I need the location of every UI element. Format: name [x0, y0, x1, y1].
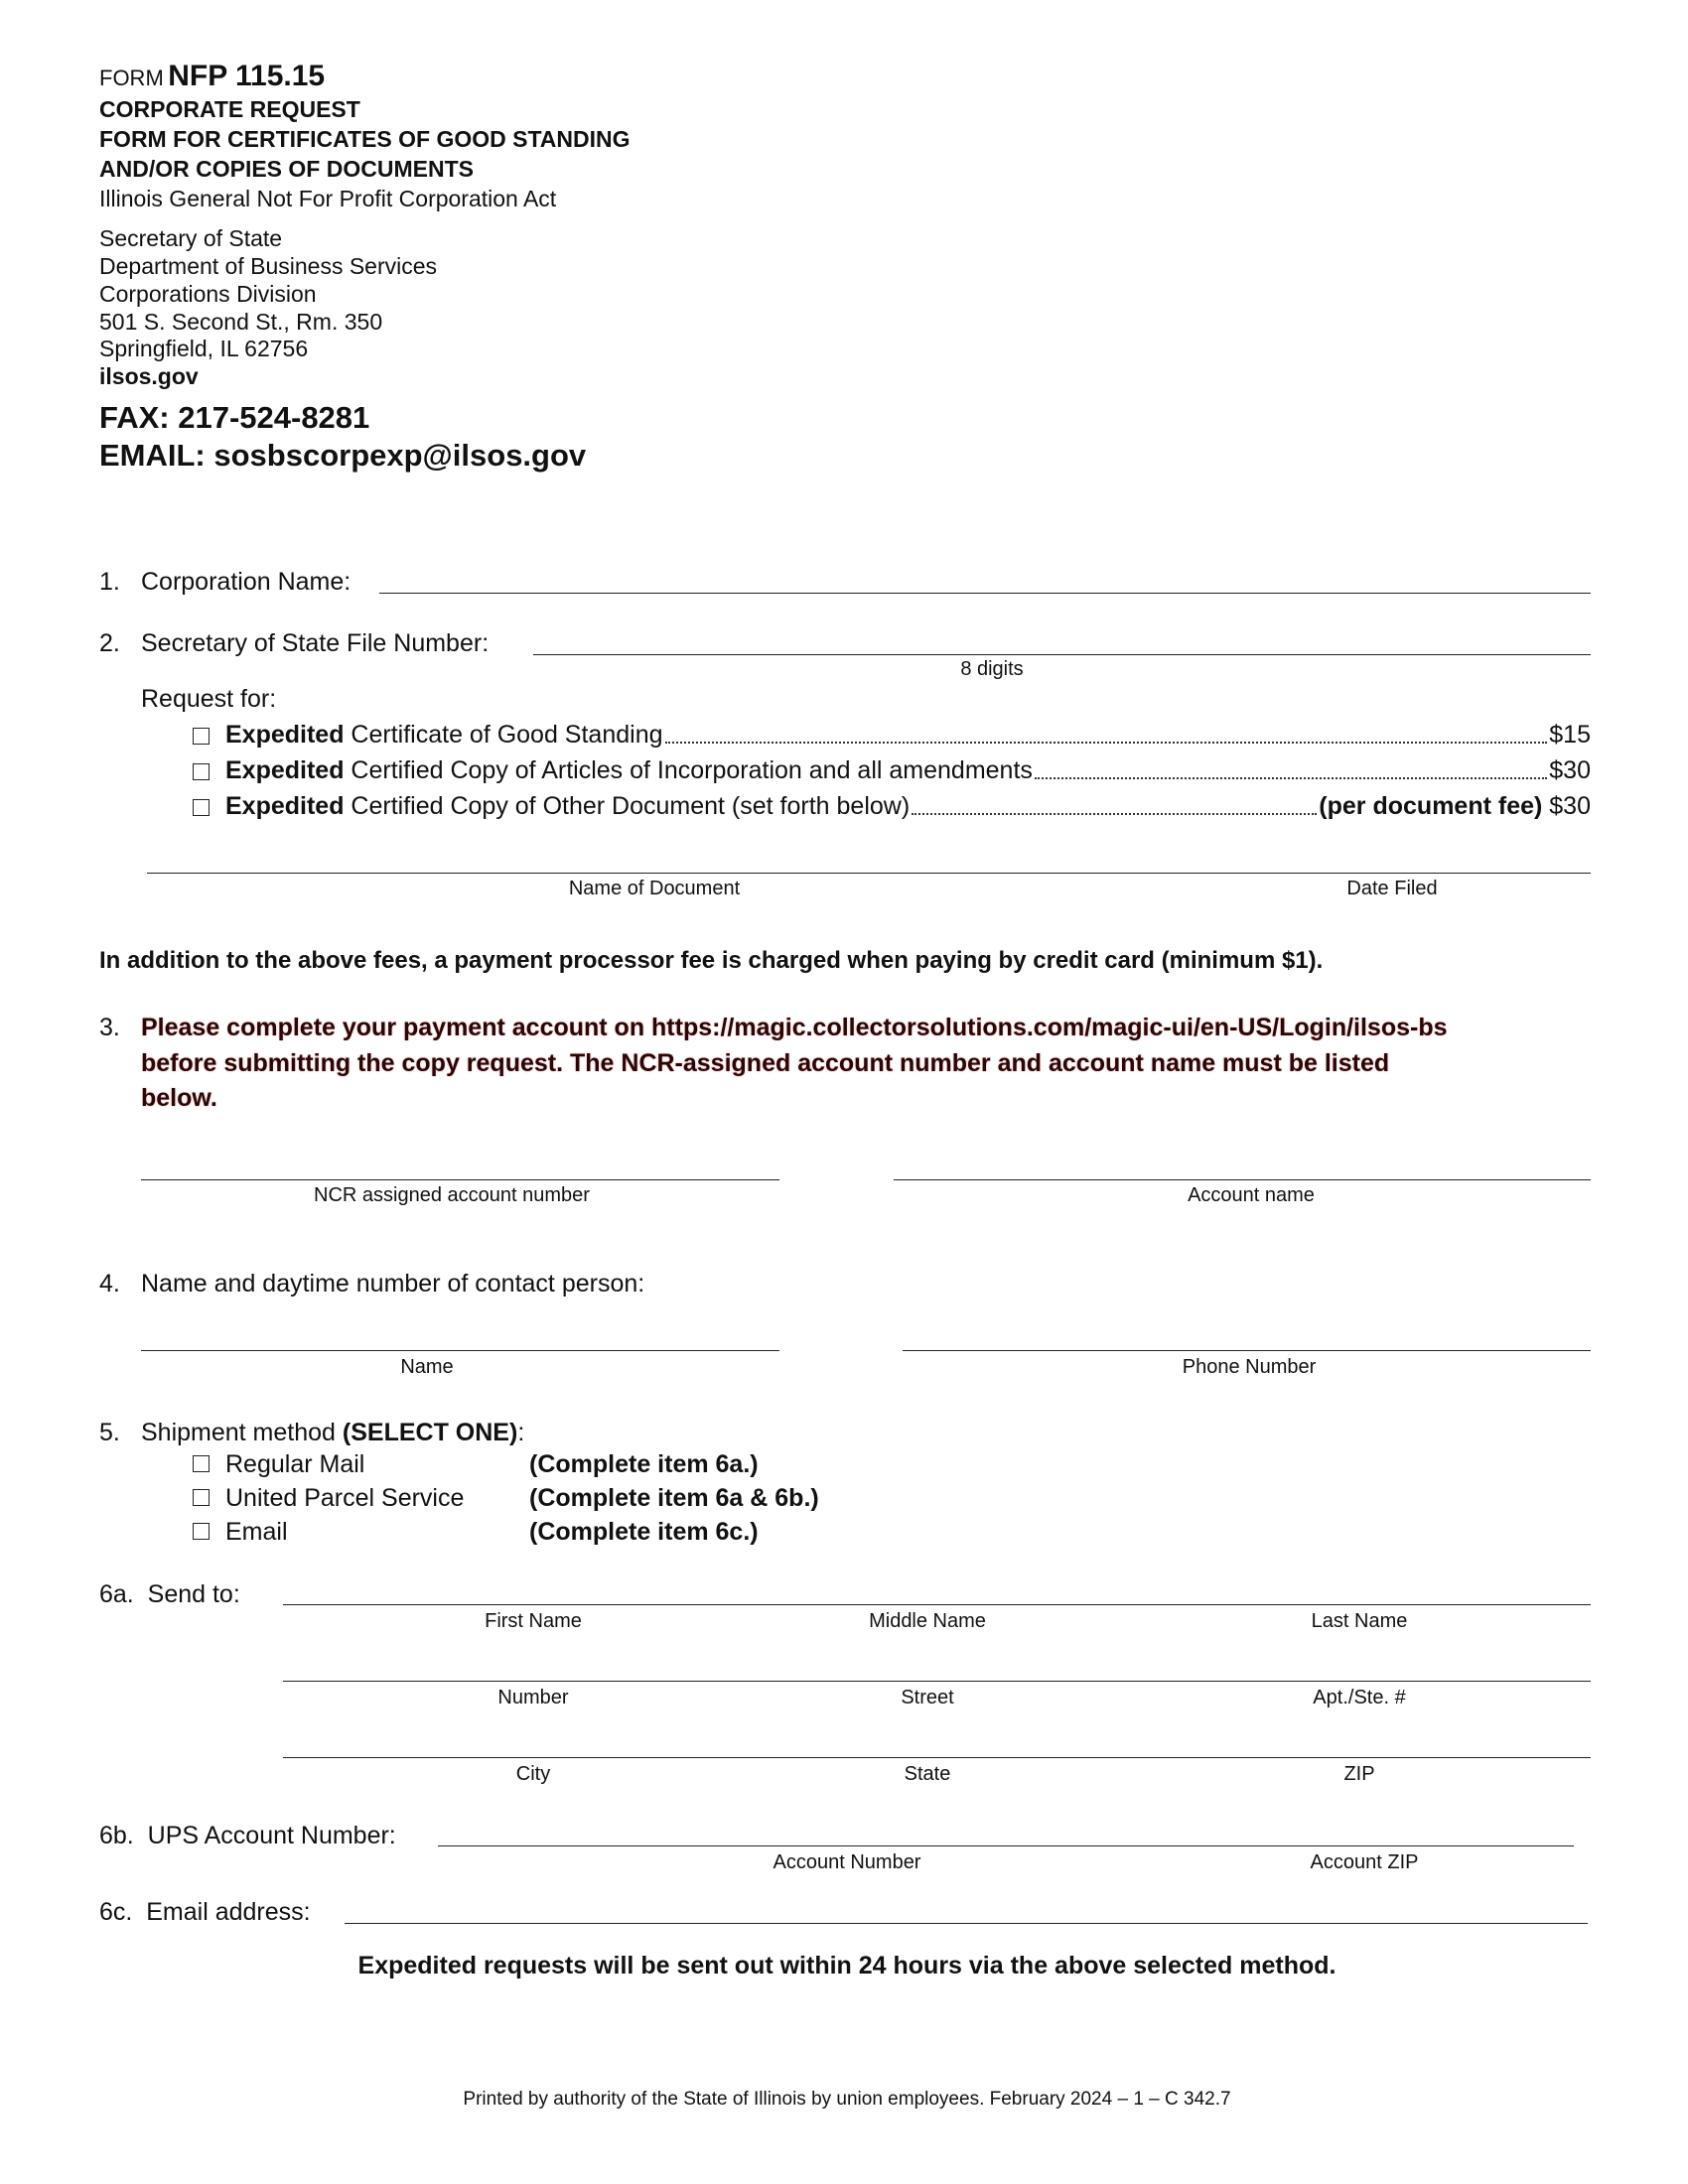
corporation-name-label: Corporation Name: — [141, 568, 352, 596]
fax-number: FAX: 217-524-8281 — [99, 400, 370, 435]
item-number: 5. — [99, 1419, 120, 1446]
contact-person-label: Name and daytime number of contact person: — [141, 1270, 645, 1297]
website-link[interactable]: ilsos.gov — [99, 363, 199, 389]
form-title-line: FORM FOR CERTIFICATES OF GOOD STANDING — [99, 126, 631, 152]
contact-name-label: Name — [400, 1356, 454, 1378]
payment-instruction-line: before submitting the copy request. The NCR-assigned account number and account name must be listed — [141, 1049, 1390, 1077]
option-bold: Expedited — [225, 721, 345, 749]
option-price: $30 — [1549, 756, 1591, 784]
number-label: Number — [497, 1687, 569, 1708]
option-price: $15 — [1549, 721, 1591, 749]
address-line: Corporations Division — [99, 281, 317, 307]
last-name-label: Last Name — [1311, 1610, 1408, 1632]
first-name-label: First Name — [485, 1610, 582, 1632]
item-number: 1. — [99, 568, 120, 596]
address-line: Department of Business Services — [99, 253, 438, 279]
option-text: Certified Copy of Other Document (set forth below) — [344, 792, 911, 820]
city-state-zip-field[interactable] — [283, 1757, 1591, 1758]
street-label: Street — [901, 1687, 954, 1708]
file-number-label: Secretary of State File Number: — [141, 629, 490, 657]
account-name-field[interactable] — [894, 1179, 1591, 1180]
document-name-date-field[interactable] — [147, 873, 1591, 874]
ups-account-number-label: Account Number — [773, 1851, 921, 1873]
option-text: Certificate of Good Standing — [344, 721, 663, 749]
email-contact: EMAIL: sosbscorpexp@ilsos.gov — [99, 438, 587, 473]
checkbox[interactable] — [193, 728, 210, 745]
shipment-option-note: (Complete item 6a.) — [529, 1450, 759, 1478]
form-title-line: CORPORATE REQUEST — [99, 96, 360, 122]
file-number-hint: 8 digits — [960, 658, 1024, 680]
shipment-method-label — [141, 1421, 524, 1445]
contact-name-field[interactable] — [141, 1350, 779, 1351]
account-number-field[interactable] — [141, 1179, 779, 1180]
label-end: : — [517, 1419, 525, 1446]
address-line: 501 S. Second St., Rm. 350 — [99, 309, 383, 335]
request-for-label: Request for: — [141, 685, 277, 713]
request-option-articles[interactable] — [193, 758, 1591, 783]
checkbox[interactable] — [193, 763, 210, 780]
payment-instruction-line: Please complete your payment account on https://magic.collectorsolutions.com/magic-ui/en-US/Login/ilsos-bs — [141, 1014, 1448, 1041]
option-fee-note: (per document fee) — [1319, 792, 1543, 820]
checkbox[interactable] — [193, 799, 210, 816]
item-number: 3. — [99, 1014, 120, 1041]
option-price: $30 — [1542, 792, 1591, 820]
date-filed-label: Date Filed — [1346, 878, 1438, 899]
middle-name-label: Middle Name — [869, 1610, 986, 1632]
form-number: NFP 115.15 — [168, 60, 326, 92]
account-name-label: Account name — [1188, 1184, 1315, 1206]
ups-account-field[interactable] — [438, 1845, 1574, 1846]
apt-label: Apt./Ste. # — [1313, 1687, 1406, 1708]
state-label: State — [904, 1763, 951, 1785]
expedited-note: Expedited requests will be sent out within 24 hours via the above selected method. — [357, 1952, 1336, 1979]
form-prefix: FORM — [99, 66, 164, 90]
option-bold: Expedited — [225, 756, 345, 784]
dot-leader — [665, 742, 1548, 744]
payment-instruction-line: below. — [141, 1084, 217, 1112]
form-title-line: AND/OR COPIES OF DOCUMENTS — [99, 156, 474, 182]
option-bold: Expedited — [225, 792, 345, 820]
fee-notice: In addition to the above fees, a payment processor fee is charged when paying by credit card (minimum $1). — [99, 947, 1324, 974]
street-address-field[interactable] — [283, 1681, 1591, 1682]
footer-note: Printed by authority of the State of Illinois by union employees. February 2024 – 1 – C 342.7 — [463, 2089, 1231, 2110]
account-number-label: NCR assigned account number — [314, 1184, 590, 1206]
checkbox[interactable] — [193, 1489, 210, 1506]
option-label: Regular Mail — [225, 1450, 365, 1478]
option-label: United Parcel Service — [225, 1484, 465, 1512]
request-option-other-document[interactable] — [193, 794, 1591, 819]
request-option-good-standing[interactable] — [193, 723, 1591, 748]
shipment-option-regular-mail[interactable] — [193, 1452, 364, 1477]
option-label: Email — [225, 1518, 288, 1546]
contact-phone-label: Phone Number — [1182, 1356, 1317, 1378]
zip-label: ZIP — [1343, 1763, 1375, 1785]
checkbox[interactable] — [193, 1523, 210, 1540]
ups-account-zip-label: Account ZIP — [1310, 1851, 1419, 1873]
option-text: Certified Copy of Articles of Incorporation and all amendments — [344, 756, 1033, 784]
shipment-option-note: (Complete item 6a & 6b.) — [529, 1484, 819, 1512]
email-address-label: 6c. Email address: — [99, 1898, 311, 1926]
checkbox[interactable] — [193, 1455, 210, 1472]
ups-account-label: 6b. UPS Account Number: — [99, 1822, 396, 1849]
send-to-label: 6a. Send to: — [99, 1580, 240, 1608]
email-address-field[interactable] — [345, 1923, 1588, 1924]
dot-leader — [1035, 777, 1547, 779]
corporation-name-field[interactable] — [379, 593, 1591, 594]
label-text: Shipment method — [141, 1419, 343, 1446]
item-number: 4. — [99, 1270, 120, 1297]
name-field[interactable] — [283, 1604, 1591, 1605]
address-line: Secretary of State — [99, 225, 283, 251]
city-label: City — [515, 1763, 551, 1785]
document-name-label: Name of Document — [568, 878, 741, 899]
dot-leader — [912, 813, 1317, 815]
contact-phone-field[interactable] — [903, 1350, 1591, 1351]
address-line: Springfield, IL 62756 — [99, 336, 309, 361]
act-name: Illinois General Not For Profit Corporation Act — [99, 186, 557, 211]
file-number-field[interactable] — [533, 654, 1591, 655]
item-number: 2. — [99, 629, 120, 657]
shipment-option-email[interactable] — [193, 1520, 288, 1545]
form-id — [99, 62, 325, 91]
shipment-option-note: (Complete item 6c.) — [529, 1518, 759, 1546]
label-bold: (SELECT ONE) — [342, 1419, 518, 1446]
shipment-option-ups[interactable] — [193, 1486, 464, 1511]
